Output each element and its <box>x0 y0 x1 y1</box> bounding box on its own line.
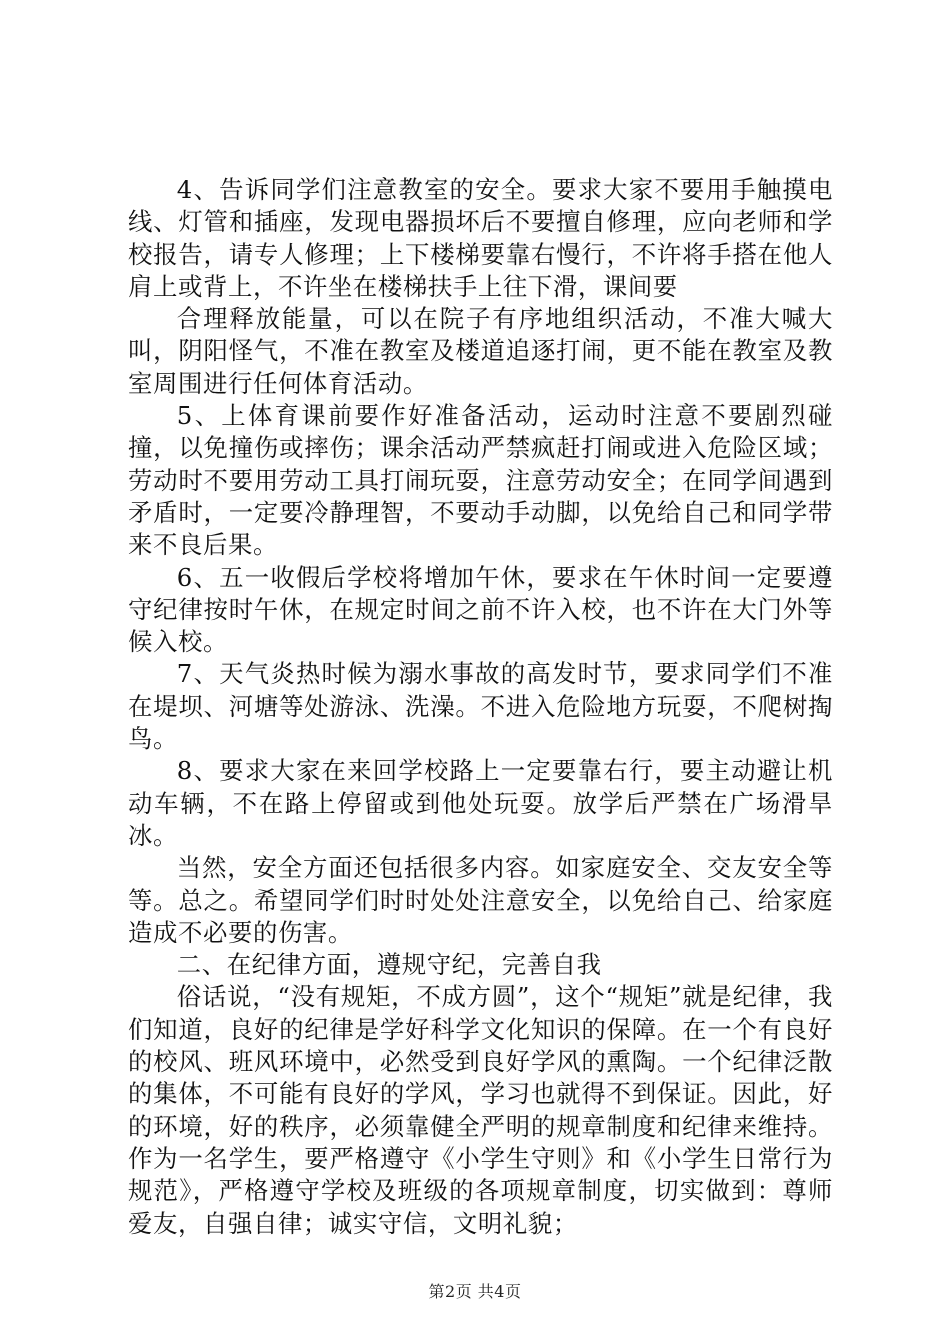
page-number-footer: 第2页 共4页 <box>428 1282 522 1301</box>
paragraph-road-safety: 8、要求大家在来回学校路上一定要靠右行，要主动避让机动车辆，不在路上停留或到他处玩耍。放学后严禁在广场滑旱冰。 <box>128 756 833 850</box>
paragraph-safety-classroom: 4、告诉同学们注意教室的安全。要求大家不要用手触摸电线、灯管和插座，发现电器损坏后不要擅自修理，应向老师和学校报告，请专人修理；上下楼梯要靠右慢行，不许将手搭在他人肩上或背上，不许坐在楼梯扶手上往下滑，课间要 <box>128 175 833 301</box>
paragraph-energy-release: 合理释放能量，可以在院子有序地组织活动，不准大喊大叫，阴阳怪气，不准在教室及楼道追逐打闹，更不能在教室及教室周围进行任何体育活动。 <box>128 304 833 398</box>
paragraph-safety-summary: 当然，安全方面还包括很多内容。如家庭安全、交友安全等等。总之。希望同学们时时处处注意安全，以免给自己、给家庭造成不必要的伤害。 <box>128 853 833 947</box>
paragraph-nap-time: 6、五一收假后学校将增加午休，要求在午休时间一定要遵守纪律按时午休，在规定时间之前不许入校，也不许在大门外等候入校。 <box>128 562 833 657</box>
document-body <box>128 174 833 1240</box>
section-heading-discipline: 二、在纪律方面，遵规守纪，完善自我 <box>176 950 602 980</box>
paragraph-discipline: 俗话说，“没有规矩，不成方圆”，这个“规矩”就是纪律，我们知道，良好的纪律是学好科学文化知识的保障。在一个有良好的校风、班风环境中，必然受到良好学风的熏陶。一个纪律泛散的集体，不可能有良好的学风，学习也就得不到保证。因此，好的环境，好的秩序，必须靠健全严明的规章制度和纪律来维持。作为一名学生，要严格遵守《小学生守则》和《小学生日常行为规范》，严格遵守学校及班级的各项规章制度，切实做到：尊师爱友，自强自律；诚实守信，文明礼貌； <box>128 982 833 1238</box>
paragraph-drowning: 7、天气炎热时候为溺水事故的高发时节，要求同学们不准在堤坝、河塘等处游泳、洗澡。不进入危险地方玩耍，不爬树掏鸟。 <box>128 659 833 754</box>
paragraph-pe-class: 5、上体育课前要作好准备活动，运动时注意不要剧烈碰撞，以免撞伤或摔伤；课余活动严禁疯赶打闹或进入危险区域；劳动时不要用劳动工具打闹玩耍，注意劳动安全；在同学间遇到矛盾时，一定要冷静理智，不要动手动脚，以免给自己和同学带来不良后果。 <box>128 401 833 560</box>
